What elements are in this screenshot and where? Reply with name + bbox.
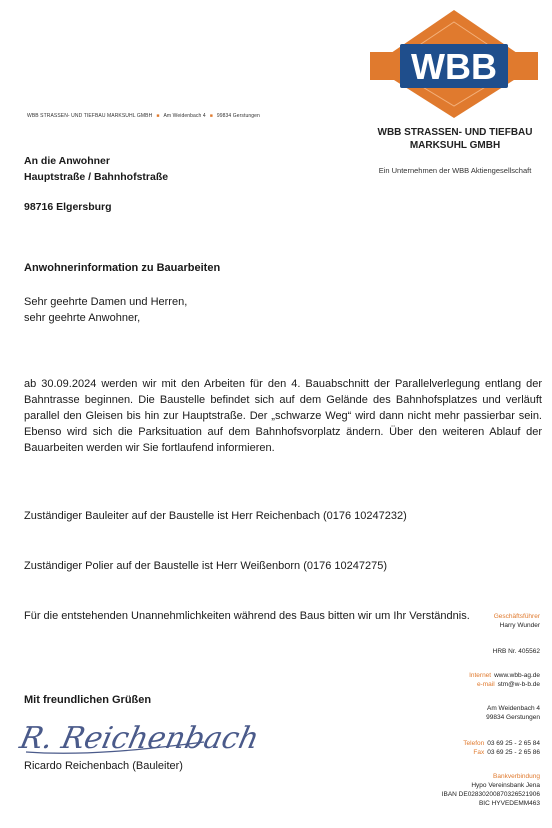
- recipient-city: 98716 Elgersburg: [24, 201, 112, 213]
- recipient-line-1: An die Anwohner: [24, 155, 110, 167]
- bank-label: Bankverbindung: [493, 773, 540, 780]
- web-contact-block: [469, 671, 540, 689]
- bank-iban: IBAN DE02830200870326521906: [441, 791, 540, 798]
- salutation-line-1: Sehr geehrte Damen und Herren,: [24, 296, 188, 308]
- apology-text: Für die entstehenden Unannehmlichkeiten während des Baus bitten wir um Ihr Verständnis.: [24, 610, 470, 622]
- recipient-address: [24, 153, 168, 185]
- company-name-line-2: MARKSUHL GMBH: [409, 140, 501, 151]
- handwritten-signature: [16, 712, 262, 760]
- managing-director-block: [494, 612, 540, 630]
- email-row: [469, 680, 540, 689]
- managing-director-name: Harry Wunder: [499, 622, 540, 629]
- fax-row: [463, 748, 540, 757]
- sender-street: Am Weidenbach 4: [163, 113, 206, 119]
- bank-bic: BIC HYVEDEMM463: [478, 800, 540, 807]
- company-city: 99834 Gerstungen: [486, 714, 540, 721]
- company-street: Am Weidenbach 4: [487, 705, 540, 712]
- signer-name: Ricardo Reichenbach (Bauleiter): [24, 760, 183, 772]
- internet-link[interactable]: www.wbb-ag.de: [494, 672, 540, 679]
- bank-block: [442, 772, 540, 808]
- sender-return-line: [27, 113, 260, 119]
- letter-body: ab 30.09.2024 werden wir mit den Arbeiten für den 4. Bauabschnitt der Parallelverlegung entlang der Bahntrasse beginnen. Die Baustelle befindet sich auf dem Gelände des Bahnhofsplatzes und verläuft parallel den Gleisen bis hin zur Hauptstraße. Der „schwarze Weg“ wird dann nicht mehr passierbar sein. Ebenso wird sich die Parksituation auf dem Bahnhofsvorplatz ändern. Über den weiteren Ablauf der Bauarbeiten werden wir Sie fortlaufend informieren.: [24, 378, 542, 454]
- wbb-logo: [364, 8, 544, 120]
- site-manager-contact: Zuständiger Bauleiter auf der Baustelle ist Herr Reichenbach (0176 10247232): [24, 510, 407, 522]
- phone-row: [463, 739, 540, 748]
- recipient-line-2: Hauptstraße / Bahnhofstraße: [24, 171, 169, 183]
- internet-label: Internet: [469, 672, 492, 679]
- email-label: e-mail: [476, 681, 495, 688]
- sender-city: 99834 Gerstungen: [216, 113, 260, 119]
- phone-block: [463, 739, 540, 757]
- bank-name: Hypo Vereinsbank Jena: [471, 782, 540, 789]
- company-name-line-1: WBB STRASSEN- UND TIEFBAU: [377, 127, 533, 138]
- company-address-block: [486, 704, 540, 722]
- company-name: [370, 126, 540, 152]
- fax-label: Fax: [473, 749, 485, 756]
- fax-number: 03 69 25 - 2 65 86: [487, 749, 540, 756]
- company-subline: Ein Unternehmen der WBB Aktiengesellschaft: [378, 166, 532, 175]
- salutation: [24, 294, 187, 326]
- hrb-number: HRB Nr. 405562: [492, 648, 540, 655]
- email-link[interactable]: stm@w-b-b.de: [497, 681, 540, 688]
- internet-row: [469, 671, 540, 680]
- phone-number: 03 69 25 - 2 65 84: [487, 740, 540, 747]
- phone-label: Telefon: [463, 740, 485, 747]
- separator-square-icon: ■: [156, 113, 160, 119]
- separator-square-icon: ■: [209, 113, 213, 119]
- signature-text: R. Reichenbach: [16, 721, 262, 756]
- salutation-line-2: sehr geehrte Anwohner,: [24, 312, 141, 324]
- sender-company: WBB STRASSEN- UND TIEFBAU MARKSUHL GMBH: [27, 113, 153, 119]
- managing-director-label: Geschäftsführer: [493, 613, 540, 620]
- logo-text: WBB: [411, 46, 497, 87]
- letter-subject: Anwohnerinformation zu Bauarbeiten: [24, 262, 221, 274]
- closing-greeting: Mit freundlichen Grüßen: [24, 694, 152, 706]
- foreman-contact: Zuständiger Polier auf der Baustelle ist Herr Weißenborn (0176 10247275): [24, 560, 387, 572]
